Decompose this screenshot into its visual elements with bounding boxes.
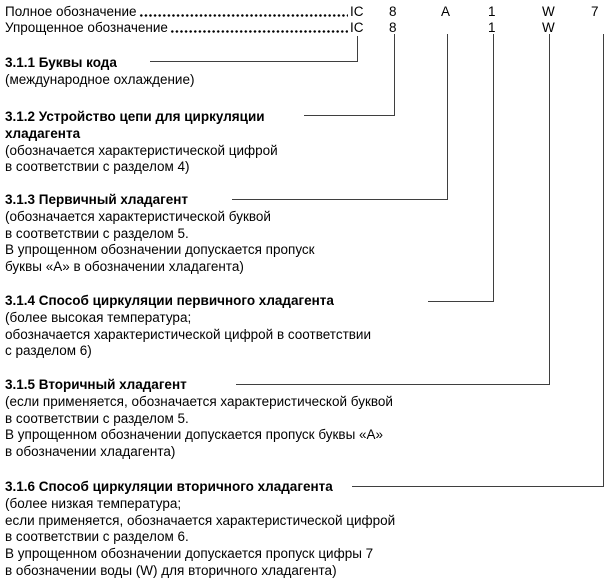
- section-3-1-1: [5, 55, 194, 89]
- section-line: (международное охлаждение): [5, 71, 195, 87]
- section-line: в соответствии с разделом 5.: [5, 225, 189, 241]
- code-full-w: W: [542, 4, 555, 19]
- full-designation-label: Полное обозначение: [5, 4, 137, 19]
- code-full-ic: IC: [350, 4, 364, 19]
- section-title: 3.1.2 Устройство цепи для циркуляции: [5, 109, 265, 124]
- section-title: 3.1.3 Первичный хладагент: [5, 192, 188, 207]
- section-line: В упрощенном обозначении допускается пропуск буквы «А»: [5, 427, 384, 443]
- section-line: обозначается характеристической цифрой в соответствии: [5, 326, 372, 342]
- section-line: в обозначении хладагента): [5, 444, 176, 460]
- section-line: В упрощенном обозначении допускается пропуск: [5, 242, 315, 258]
- code-simplified-8: 8: [389, 20, 397, 35]
- section-title-line2: хладагента: [5, 125, 81, 141]
- section-3-1-3: [5, 192, 315, 276]
- code-full-8: 8: [389, 4, 397, 19]
- section-line: если применяется, обозначается характеристической цифрой: [5, 512, 396, 528]
- section-3-1-5: [5, 377, 393, 461]
- section-3-1-2: [5, 109, 278, 176]
- section-line: (более низкая температура;: [5, 495, 182, 511]
- section-line: в обозначении воды (W) для вторичного хладагента): [5, 562, 337, 578]
- section-line: (если применяется, обозначается характеристической буквой: [5, 393, 393, 409]
- section-3-1-6: [5, 479, 395, 580]
- section-title: 3.1.4 Способ циркуляции первичного хладагента: [5, 293, 334, 308]
- dot-leader: [139, 13, 348, 18]
- section-line: с разделом 6): [5, 343, 92, 359]
- section-title: 3.1.1 Буквы кода: [5, 55, 117, 70]
- simplified-designation-label: Упрощенное обозначение: [5, 20, 168, 35]
- section-line: буквы «А» в обозначении хладагента): [5, 259, 244, 275]
- section-3-1-4: [5, 293, 371, 360]
- section-title: 3.1.5 Вторичный хладагент: [5, 377, 187, 392]
- code-full-1: 1: [488, 4, 496, 19]
- code-simplified-ic: IC: [350, 20, 364, 35]
- section-line: в соответствии с разделом 6.: [5, 529, 189, 545]
- section-line: (обозначается характеристической буквой: [5, 208, 271, 224]
- section-line: (более высокая температура;: [5, 309, 192, 325]
- section-line: в соответствии с разделом 4): [5, 159, 190, 175]
- code-full-7: 7: [591, 4, 599, 19]
- section-line: В упрощенном обозначении допускается пропуск цифры 7: [5, 546, 374, 562]
- full-designation-row: [5, 4, 349, 20]
- section-line: (обозначается характеристической цифрой: [5, 142, 278, 158]
- section-line: в соответствии с разделом 5.: [5, 410, 189, 426]
- section-title: 3.1.6 Способ циркуляции вторичного хладагента: [5, 479, 333, 494]
- code-full-a: A: [441, 4, 451, 19]
- code-simplified-1: 1: [488, 20, 496, 35]
- code-simplified-w: W: [542, 20, 555, 35]
